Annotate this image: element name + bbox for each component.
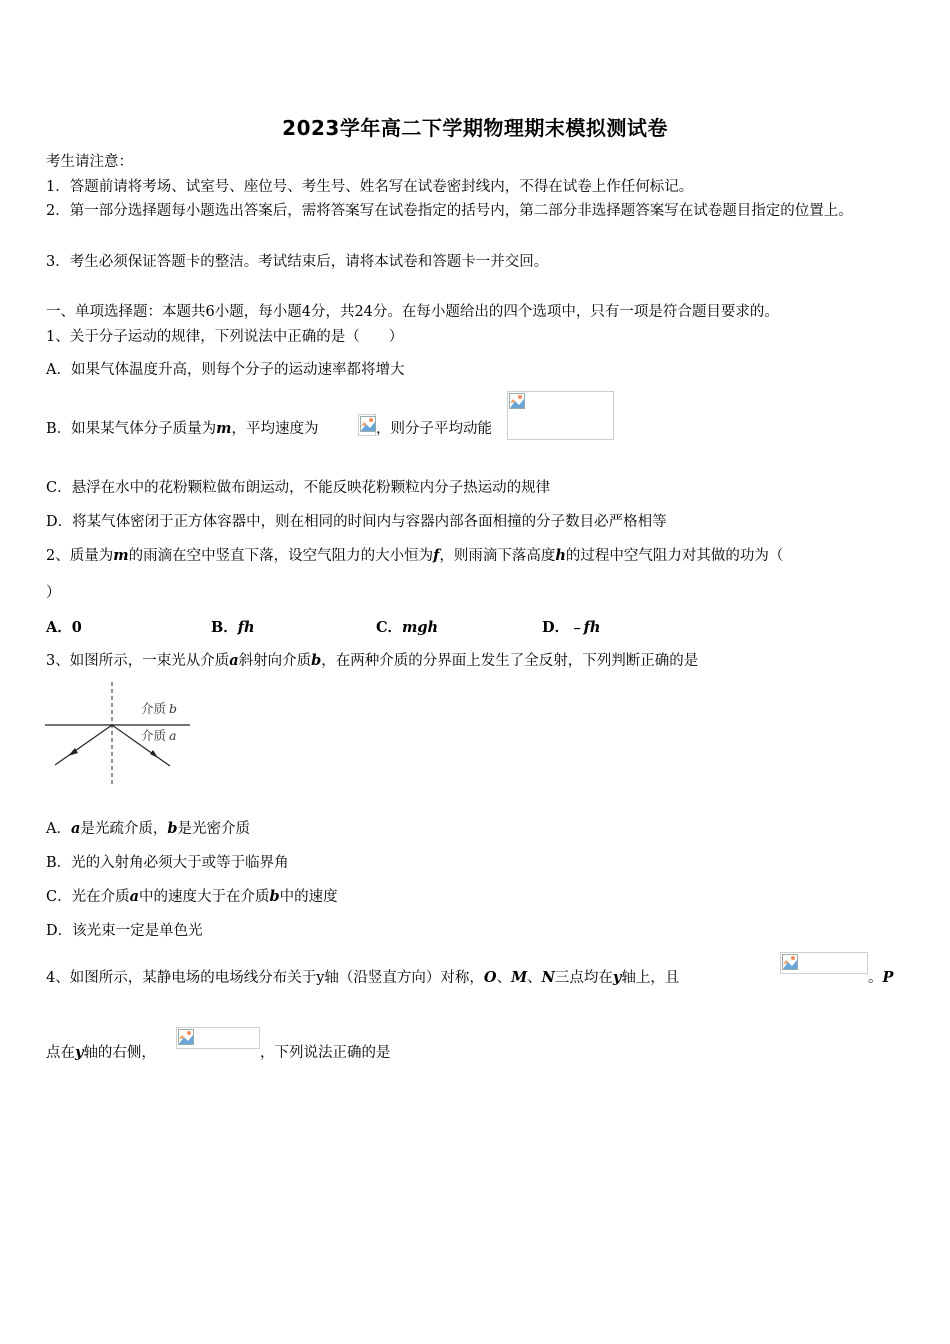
text: 、 <box>496 970 512 986</box>
q3-option-b: B．光的入射角必须大于或等于临界角 <box>46 855 289 871</box>
choice-label: A． <box>46 619 72 636</box>
point-p-var: P <box>882 969 894 986</box>
broken-image-icon <box>178 1029 194 1045</box>
q1-option-c: C．悬浮在水中的花粉颗粒做布朗运动，不能反映花粉颗粒内分子热运动的规律 <box>46 480 551 496</box>
choice-label: C． <box>376 619 403 636</box>
notice-item-1: 1．答题前请将考场、试室号、座位号、考生号、姓名写在试卷密封线内，不得在试卷上作任何标记。 <box>46 179 694 195</box>
q2-stem-part: 2、质量为 <box>46 548 114 564</box>
text: 点在 <box>46 1045 75 1061</box>
q2-stem-part: 的过程中空气阻力对其做的功为（ <box>565 548 784 564</box>
q2-force-var: f <box>433 547 440 564</box>
q3-stem-part: ，在两种介质的分界面上发生了全反射，下列判断正确的是 <box>321 653 699 669</box>
q3-option-d: D．该光束一定是单色光 <box>46 923 203 939</box>
point-o-var: O <box>483 969 497 986</box>
text: 、 <box>527 970 542 986</box>
q1-option-b <box>46 419 319 439</box>
text: 。 <box>868 970 883 986</box>
q4-stem-line2 <box>46 1043 156 1063</box>
q4-stem-line2-tail: ，下列说法正确的是 <box>260 1045 391 1061</box>
q1-stem: 1、关于分子运动的规律，下列说法中正确的是（ ） <box>46 329 404 345</box>
section-heading: 一、单项选择题：本题共6小题，每小题4分，共24分。在每小题给出的四个选项中，只有一项是符合题目要求的。 <box>46 304 779 320</box>
point-m-var: M <box>511 969 528 986</box>
page-title: 2023学年高二下学期物理期末模拟测试卷 <box>282 116 668 140</box>
notice-item-3: 3．考生必须保证答题卡的整洁。考试结束后，请将本试卷和答题卡一并交回。 <box>46 254 549 270</box>
choice-label: B． <box>211 619 238 636</box>
q2-height-var: h <box>555 547 566 564</box>
q1-option-b-tail: ，则分子平均动能 <box>376 421 492 437</box>
q2-mass-var: m <box>113 547 129 564</box>
text: 4、如图所示，某静电场的电场线分布关于y轴（沿竖直方向）对称， <box>46 970 484 986</box>
q1-option-a: A．如果气体温度升高，则每个分子的运动速率都将增大 <box>46 362 405 378</box>
choice-value: mgh <box>402 619 439 636</box>
q2-stem-close: ） <box>46 585 61 601</box>
text: 轴上，且 <box>621 970 680 986</box>
q2-choice-d <box>542 616 600 637</box>
text: C．光在介质 <box>46 889 130 905</box>
choice-value: ﹣fh <box>569 619 601 636</box>
q3-stem-part: 3、如图所示，一束光从介质 <box>46 653 230 669</box>
q4-stem-line1-tail <box>868 968 893 988</box>
label-medium-b: 介质 b <box>141 701 178 716</box>
q1-option-b-mid: ，平均速度为 <box>231 421 319 437</box>
var: b <box>269 888 280 905</box>
y-axis-var: y <box>75 1044 84 1061</box>
distance-relation-image <box>780 952 868 974</box>
point-p-condition-image <box>176 1027 260 1049</box>
text: 是光疏介质， <box>80 821 168 837</box>
text: 中的速度大于在介质 <box>139 889 270 905</box>
q3-medium-b-var: b <box>311 652 322 669</box>
q3-stem <box>46 651 698 671</box>
y-axis-var: y <box>612 969 622 986</box>
q2-stem <box>46 546 783 566</box>
text: 三点均在 <box>554 970 613 986</box>
broken-image-icon <box>509 393 525 409</box>
point-n-var: N <box>541 969 555 986</box>
broken-image-icon <box>360 416 376 432</box>
q1-option-d: D．将某气体密闭于正方体容器中，则在相同的时间内与容器内部各面相撞的分子数目必严格相等 <box>46 514 667 530</box>
velocity-formula-image <box>358 414 376 436</box>
var: b <box>167 820 178 837</box>
q3-option-a <box>46 819 250 839</box>
q2-choice-a <box>46 616 82 637</box>
var: a <box>70 820 81 837</box>
q3-medium-a-var: a <box>229 652 239 669</box>
text: 中的速度 <box>279 889 338 905</box>
q2-choices <box>46 616 746 636</box>
notice-heading: 考生请注意： <box>46 154 133 170</box>
option-label: A． <box>46 821 71 837</box>
text: 是光密介质 <box>177 821 251 837</box>
q4-stem-line1 <box>46 968 679 988</box>
q1-option-b-prefix: B．如果某气体分子质量为 <box>46 421 217 437</box>
q3-stem-part: 斜射向介质 <box>238 653 312 669</box>
notice-item-2: 2．第一部分选择题每小题选出答案后，需将答案写在试卷指定的括号内，第二部分非选择题答案写在试卷题目指定的位置上。 <box>46 203 853 219</box>
incident-ray <box>55 725 112 765</box>
q1-option-b-mass-var: m <box>216 420 232 437</box>
broken-image-icon <box>782 954 798 970</box>
kinetic-energy-formula-image <box>507 391 614 440</box>
q2-stem-part: 的雨滴在空中竖直下落，设空气阻力的大小恒为 <box>128 548 434 564</box>
text: 轴的右侧， <box>83 1045 156 1061</box>
total-reflection-diagram <box>40 680 200 790</box>
reflected-arrow-icon <box>150 750 158 758</box>
choice-value: fh <box>237 619 255 636</box>
choice-value: 0 <box>71 619 82 636</box>
q3-option-c <box>46 887 338 907</box>
q2-choice-b <box>211 616 255 637</box>
q2-choice-c <box>376 616 438 637</box>
q2-stem-part: ，则雨滴下落高度 <box>439 548 556 564</box>
var: a <box>129 888 140 905</box>
label-medium-a: 介质 a <box>141 728 177 743</box>
choice-label: D． <box>542 619 570 636</box>
